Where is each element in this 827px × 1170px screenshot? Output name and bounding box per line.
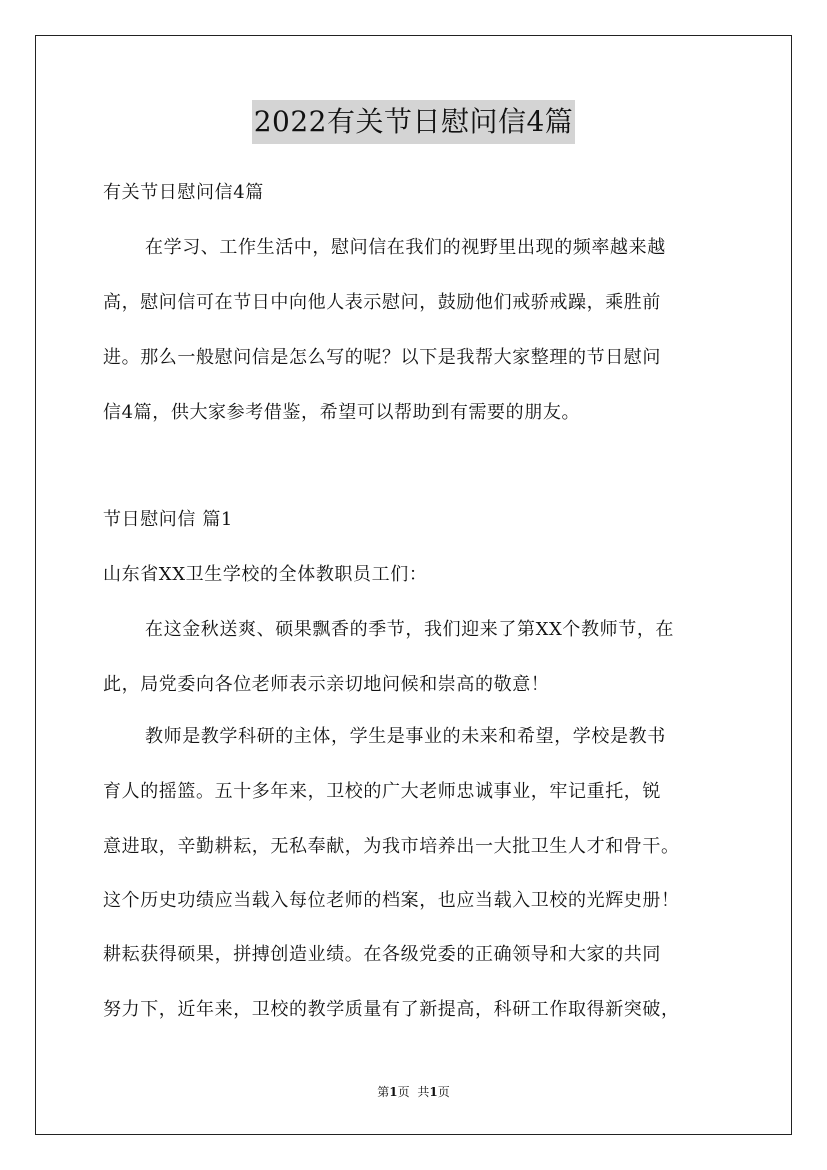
total-prefix: 共 xyxy=(417,1085,430,1099)
intro-line: 信4篇，供大家参考借鉴，希望可以帮助到有需要的朋友。 xyxy=(103,402,581,423)
paragraph-line: 此，局党委向各位老师表示亲切地问候和崇高的敬意！ xyxy=(103,674,550,695)
paragraph-line: 意进取，辛勤耕耘，无私奉献，为我市培养出一大批卫生人才和骨干。 xyxy=(103,836,680,857)
intro-line: 高，慰问信可在节日中向他人表示慰问，鼓励他们戒骄戒躁，乘胜前 xyxy=(103,292,661,313)
paragraph-line: 教师是教学科研的主体，学生是事业的未来和希望，学校是教书 xyxy=(145,726,666,747)
paragraph-line: 努力下，近年来，卫校的教学质量有了新提高，科研工作取得新突破， xyxy=(103,999,680,1020)
paragraph-line: 耕耘获得硕果，拼搏创造业绩。在各级党委的正确领导和大家的共同 xyxy=(103,944,661,965)
page-prefix: 第 xyxy=(377,1085,390,1099)
paragraph-line: 在这金秋送爽、硕果飘香的季节，我们迎来了第XX个教师节，在 xyxy=(145,619,675,640)
page-number: 1 xyxy=(389,1085,398,1099)
document-subtitle: 有关节日慰问信4篇 xyxy=(103,182,264,203)
page-suffix: 页 xyxy=(397,1085,410,1099)
page-footer xyxy=(0,1083,827,1101)
paragraph-line: 这个历史功绩应当载入每位老师的档案，也应当载入卫校的光辉史册！ xyxy=(103,890,680,911)
section-heading: 节日慰问信 篇1 xyxy=(103,509,233,530)
total-suffix: 页 xyxy=(437,1085,450,1099)
paragraph-line: 育人的摇篮。五十多年来，卫校的广大老师忠诚事业，牢记重托，锐 xyxy=(103,781,661,802)
title-container xyxy=(0,100,827,144)
intro-line: 进。那么一般慰问信是怎么写的呢？以下是我帮大家整理的节日慰问 xyxy=(103,347,661,368)
salutation: 山东省XX卫生学校的全体教职员工们： xyxy=(103,564,428,585)
document-title: 2022有关节日慰问信4篇 xyxy=(252,100,576,144)
intro-line: 在学习、工作生活中，慰问信在我们的视野里出现的频率越来越 xyxy=(145,237,666,258)
total-pages: 1 xyxy=(429,1085,438,1099)
